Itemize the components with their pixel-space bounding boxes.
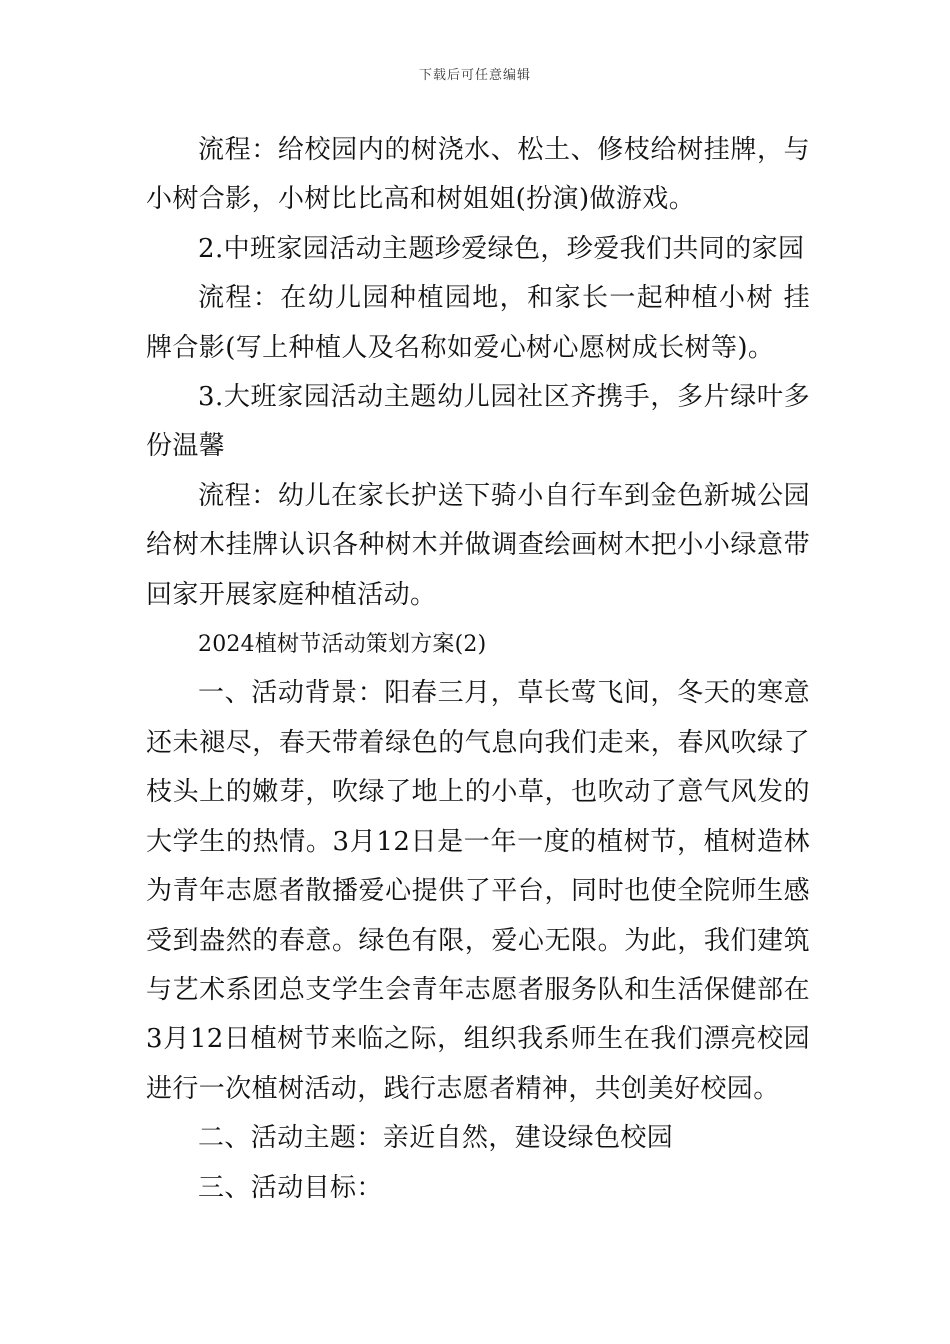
section-title-plan-2: 2024植树节活动策划方案(2): [198, 632, 487, 658]
paragraph-process-small-class: 流程：给校园内的树浇水、松土、修枝给树挂牌，与小树合影，小树比比高和树姐姐(扮演)做游戏。: [146, 135, 810, 215]
paragraph-activity-goals: 三、活动目标：: [198, 1172, 383, 1203]
paragraph-process-middle-class: 流程：在幼儿园种植园地，和家长一起种植小树 挂牌合影(写上种植人及名称如爱心树心愿树成长树等)。: [146, 283, 810, 363]
document-body: [146, 126, 810, 1213]
paragraph-activity-background: 一、活动背景：阳春三月，草长莺飞间，冬天的寒意还未褪尽，春天带着绿色的气息向我们走来，春风吹绿了枝头上的嫩芽，吹绿了地上的小草，也吹动了意气风发的大学生的热情。3月12日是一年一度的植树节，植树造林为青年志愿者散播爱心提供了平台，同时也使全院师生感受到盎然的春意。绿色有限，爱心无限。为此，我们建筑与艺术系团总支学生会青年志愿者服务队和生活保健部在3月12日植树节来临之际，组织我系师生在我们漂亮校园进行一次植树活动，践行志愿者精神，共创美好校园。: [146, 678, 810, 1104]
paragraph-activity-theme: 二、活动主题：亲近自然，建设绿色校园: [198, 1123, 674, 1154]
paragraph-middle-class-theme: 2.中班家园活动主题珍爱绿色，珍爱我们共同的家园: [198, 233, 805, 264]
paragraph-senior-class-theme: 3.大班家园活动主题幼儿园社区齐携手，多片绿叶多份温馨: [146, 382, 810, 462]
page-header-note: 下载后可任意编辑: [418, 68, 531, 83]
paragraph-process-senior-class: 流程：幼儿在家长护送下骑小自行车到金色新城公园给树木挂牌认识各种树木并做调查绘画树木把小小绿意带回家开展家庭种植活动。: [146, 480, 810, 610]
